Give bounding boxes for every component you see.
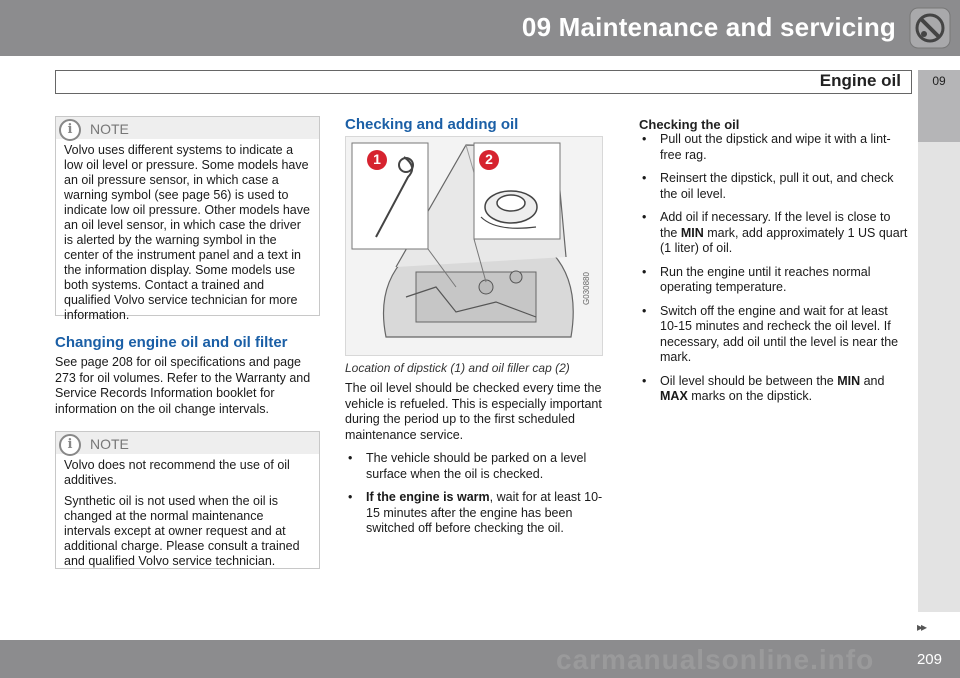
chapter-tab-label: 09 [932,74,946,88]
chapter-tab [918,70,960,142]
changing-oil-text: See page 208 for oil specifications and page 273 for oil volumes. Refer to the Warranty and Service Records Information booklet for information on the oil change intervals. [55,355,311,416]
note-header [56,432,319,454]
watermark: carmanualsonline.info [556,644,875,675]
heading-changing-oil: Changing engine oil and oil filter [55,334,288,351]
note-text [56,139,319,337]
section-header [55,70,912,94]
side-margin [918,142,960,612]
check-prep-list [345,451,607,545]
figure-code: G030880 [582,272,591,305]
list-item: • The vehicle should be parked on a level surface when the oil is checked. [345,451,607,482]
note-paragraph: Volvo uses different systems to indicate a low oil level or pressure. Some models have an oil pressure sensor, in which case a warning symbol (see page 56) is used to indicate low oil pressure. Other models have an oil level sensor, in which case the driver is alerted by the warning symbol in the center of the instrument panel and a text in the information display. Some models use both systems. Contact a trained and qualified Volvo service technician for more information. [64,143,310,322]
chapter-title: 09 Maintenance and servicing [521,12,896,42]
note-paragraph: Volvo does not recommend the use of oil additives. [64,458,290,487]
wrench-gear-icon [908,6,952,50]
list-item: • Run the engine until it reaches normal operating temperature. [639,265,909,296]
list-item: • Oil level should be between the MIN and MAX marks on the dipstick. [639,374,909,405]
heading-checking-oil: Checking the oil [639,117,740,132]
next-page-arrows: ▸▸ [917,620,926,634]
engine-bay-illustration [345,136,603,356]
page-number: 209 [916,651,942,668]
callout-1-label: 1 [373,151,381,167]
note-text [56,454,319,583]
info-icon: i [59,434,81,456]
note-paragraph: Synthetic oil is not used when the oil is changed at the normal maintenance intervals except at owner request and at additional charge. Please consult a trained and qualified Volvo service technician. [64,494,300,568]
info-icon: i [59,119,81,141]
list-item: • If the engine is warm, wait for at least 10-15 minutes after the engine has been switched off before checking the oil. [345,490,607,537]
note-label: NOTE [90,121,129,137]
list-item: • Switch off the engine and wait for at least 10-15 minutes and recheck the oil level. If necessary, add oil until the level is near the mark. [639,304,909,366]
figure-caption: Location of dipstick (1) and oil filler cap (2) [345,361,570,375]
list-item: • Reinsert the dipstick, pull it out, and check the oil level. [639,171,909,202]
callout-2-label: 2 [485,151,493,167]
checking-steps-list [639,132,909,413]
chapter-header-bar [0,0,960,56]
list-item: • Add oil if necessary. If the level is close to the MIN mark, add approximately 1 US quart (1 liter) of oil. [639,210,909,257]
note-box-oil-sensor [55,116,320,322]
note-box-additives [55,431,320,569]
heading-checking-adding-oil: Checking and adding oil [345,116,519,133]
note-header [56,117,319,139]
note-label: NOTE [90,436,129,452]
check-interval-text: The oil level should be checked every time the vehicle is refueled. This is especially important during the period up to the first scheduled maintenance service. [345,381,602,442]
list-item: • Pull out the dipstick and wipe it with a lint-free rag. [639,132,909,163]
section-title: Engine oil [819,71,901,90]
